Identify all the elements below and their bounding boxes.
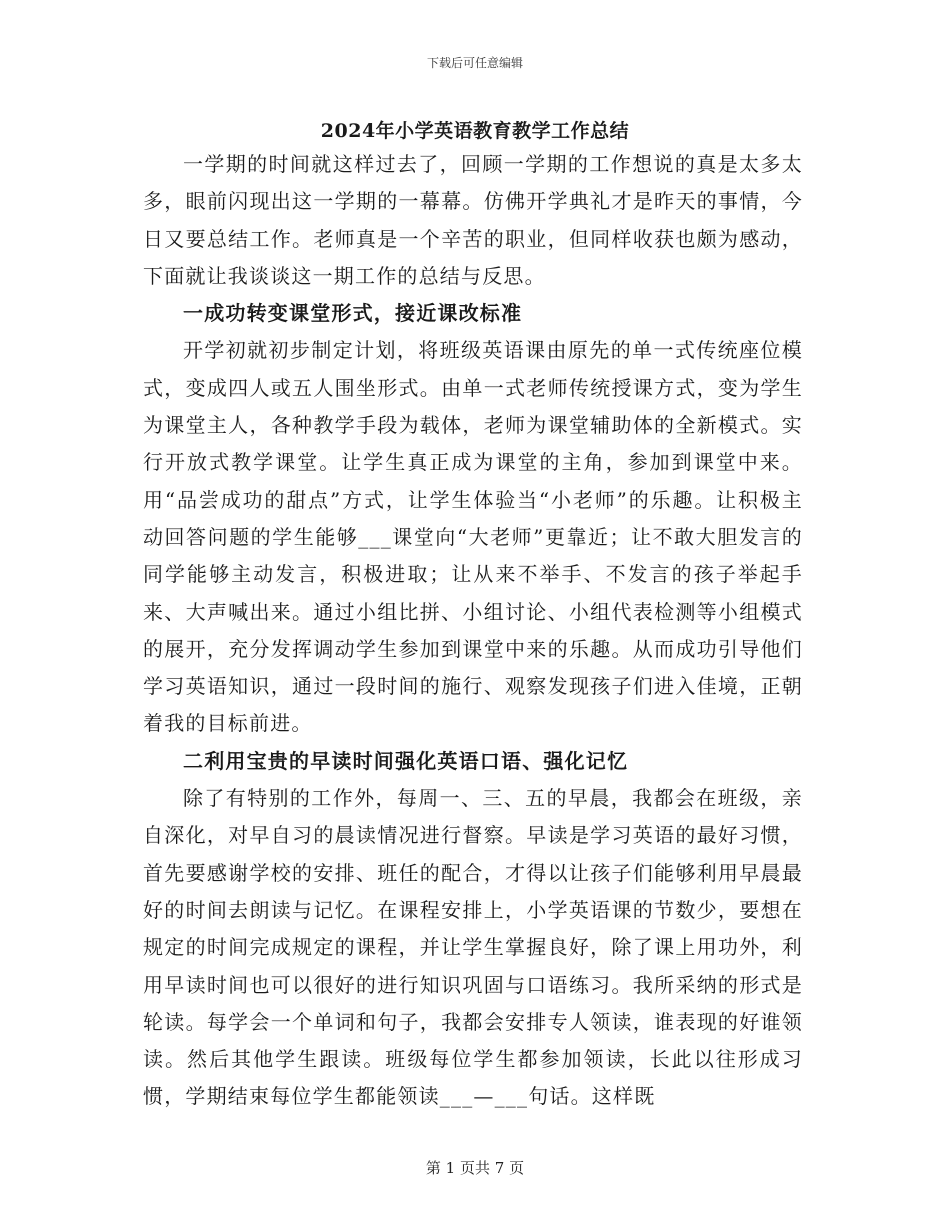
- section-1-paragraph: 开学初就初步制定计划，将班级英语课由原先的单一式传统座位模式，变成四人或五人围坐形式。由单一式老师传统授课方式，变为学生为课堂主人，各种教学手段为载体，老师为课堂辅助体的全新模式。实行开放式教学课堂。让学生真正成为课堂的主角，参加到课堂中来。用“品尝成功的甜点”方式，让学生体验当“小老师”的乐趣。让积极主动回答问题的学生能够___课堂向“大老师”更靠近；让不敢大胆发言的同学能够主动发言，积极进取；让从来不举手、不发言的孩子举起手来、大声喊出来。通过小组比拼、小组讨论、小组代表检测等小组模式的展开，充分发挥调动学生参加到课堂中来的乐趣。从而成功引导他们学习英语知识，通过一段时间的施行、观察发现孩子们进入佳境，正朝着我的目标前进。: [143, 338, 803, 736]
- section-2-paragraph: 除了有特别的工作外，每周一、三、五的早晨，我都会在班级，亲自深化，对早自习的晨读情况进行督察。早读是学习英语的最好习惯，首先要感谢学校的安排、班任的配合，才得以让孩子们能够利用早晨最好的时间去朗读与记忆。在课程安排上，小学英语课的节数少，要想在规定的时间完成规定的课程，并让学生掌握良好，除了课上用功外，利用早读时间也可以很好的进行知识巩固与口语练习。我所采纳的形式是轮读。每学会一个单词和句子，我都会安排专人领读，谁表现的好谁领读。然后其他学生跟读。班级每位学生都参加领读，长此以往形成习惯，学期结束每位学生都能领读___—___句话。这样既: [143, 786, 803, 1109]
- intro-paragraph: 一学期的时间就这样过去了，回顾一学期的工作想说的真是太多太多，眼前闪现出这一学期的一幕幕。仿佛开学典礼才是昨天的事情，今日又要总结工作。老师真是一个辛苦的职业，但同样收获也颇为感动，下面就让我谈谈这一期工作的总结与反思。: [143, 152, 803, 288]
- section-2-heading: 二利用宝贵的早读时间强化英语口语、强化记忆: [183, 748, 629, 773]
- section-1-heading: 一成功转变课堂形式，接近课改标准: [183, 301, 523, 326]
- document-body: [143, 146, 803, 1116]
- document-title: 2024年小学英语教育教学工作总结: [320, 120, 630, 142]
- page-number: 第 1 页共 7 页: [425, 1159, 525, 1177]
- page-header-note: 下载后可任意编辑: [426, 56, 523, 70]
